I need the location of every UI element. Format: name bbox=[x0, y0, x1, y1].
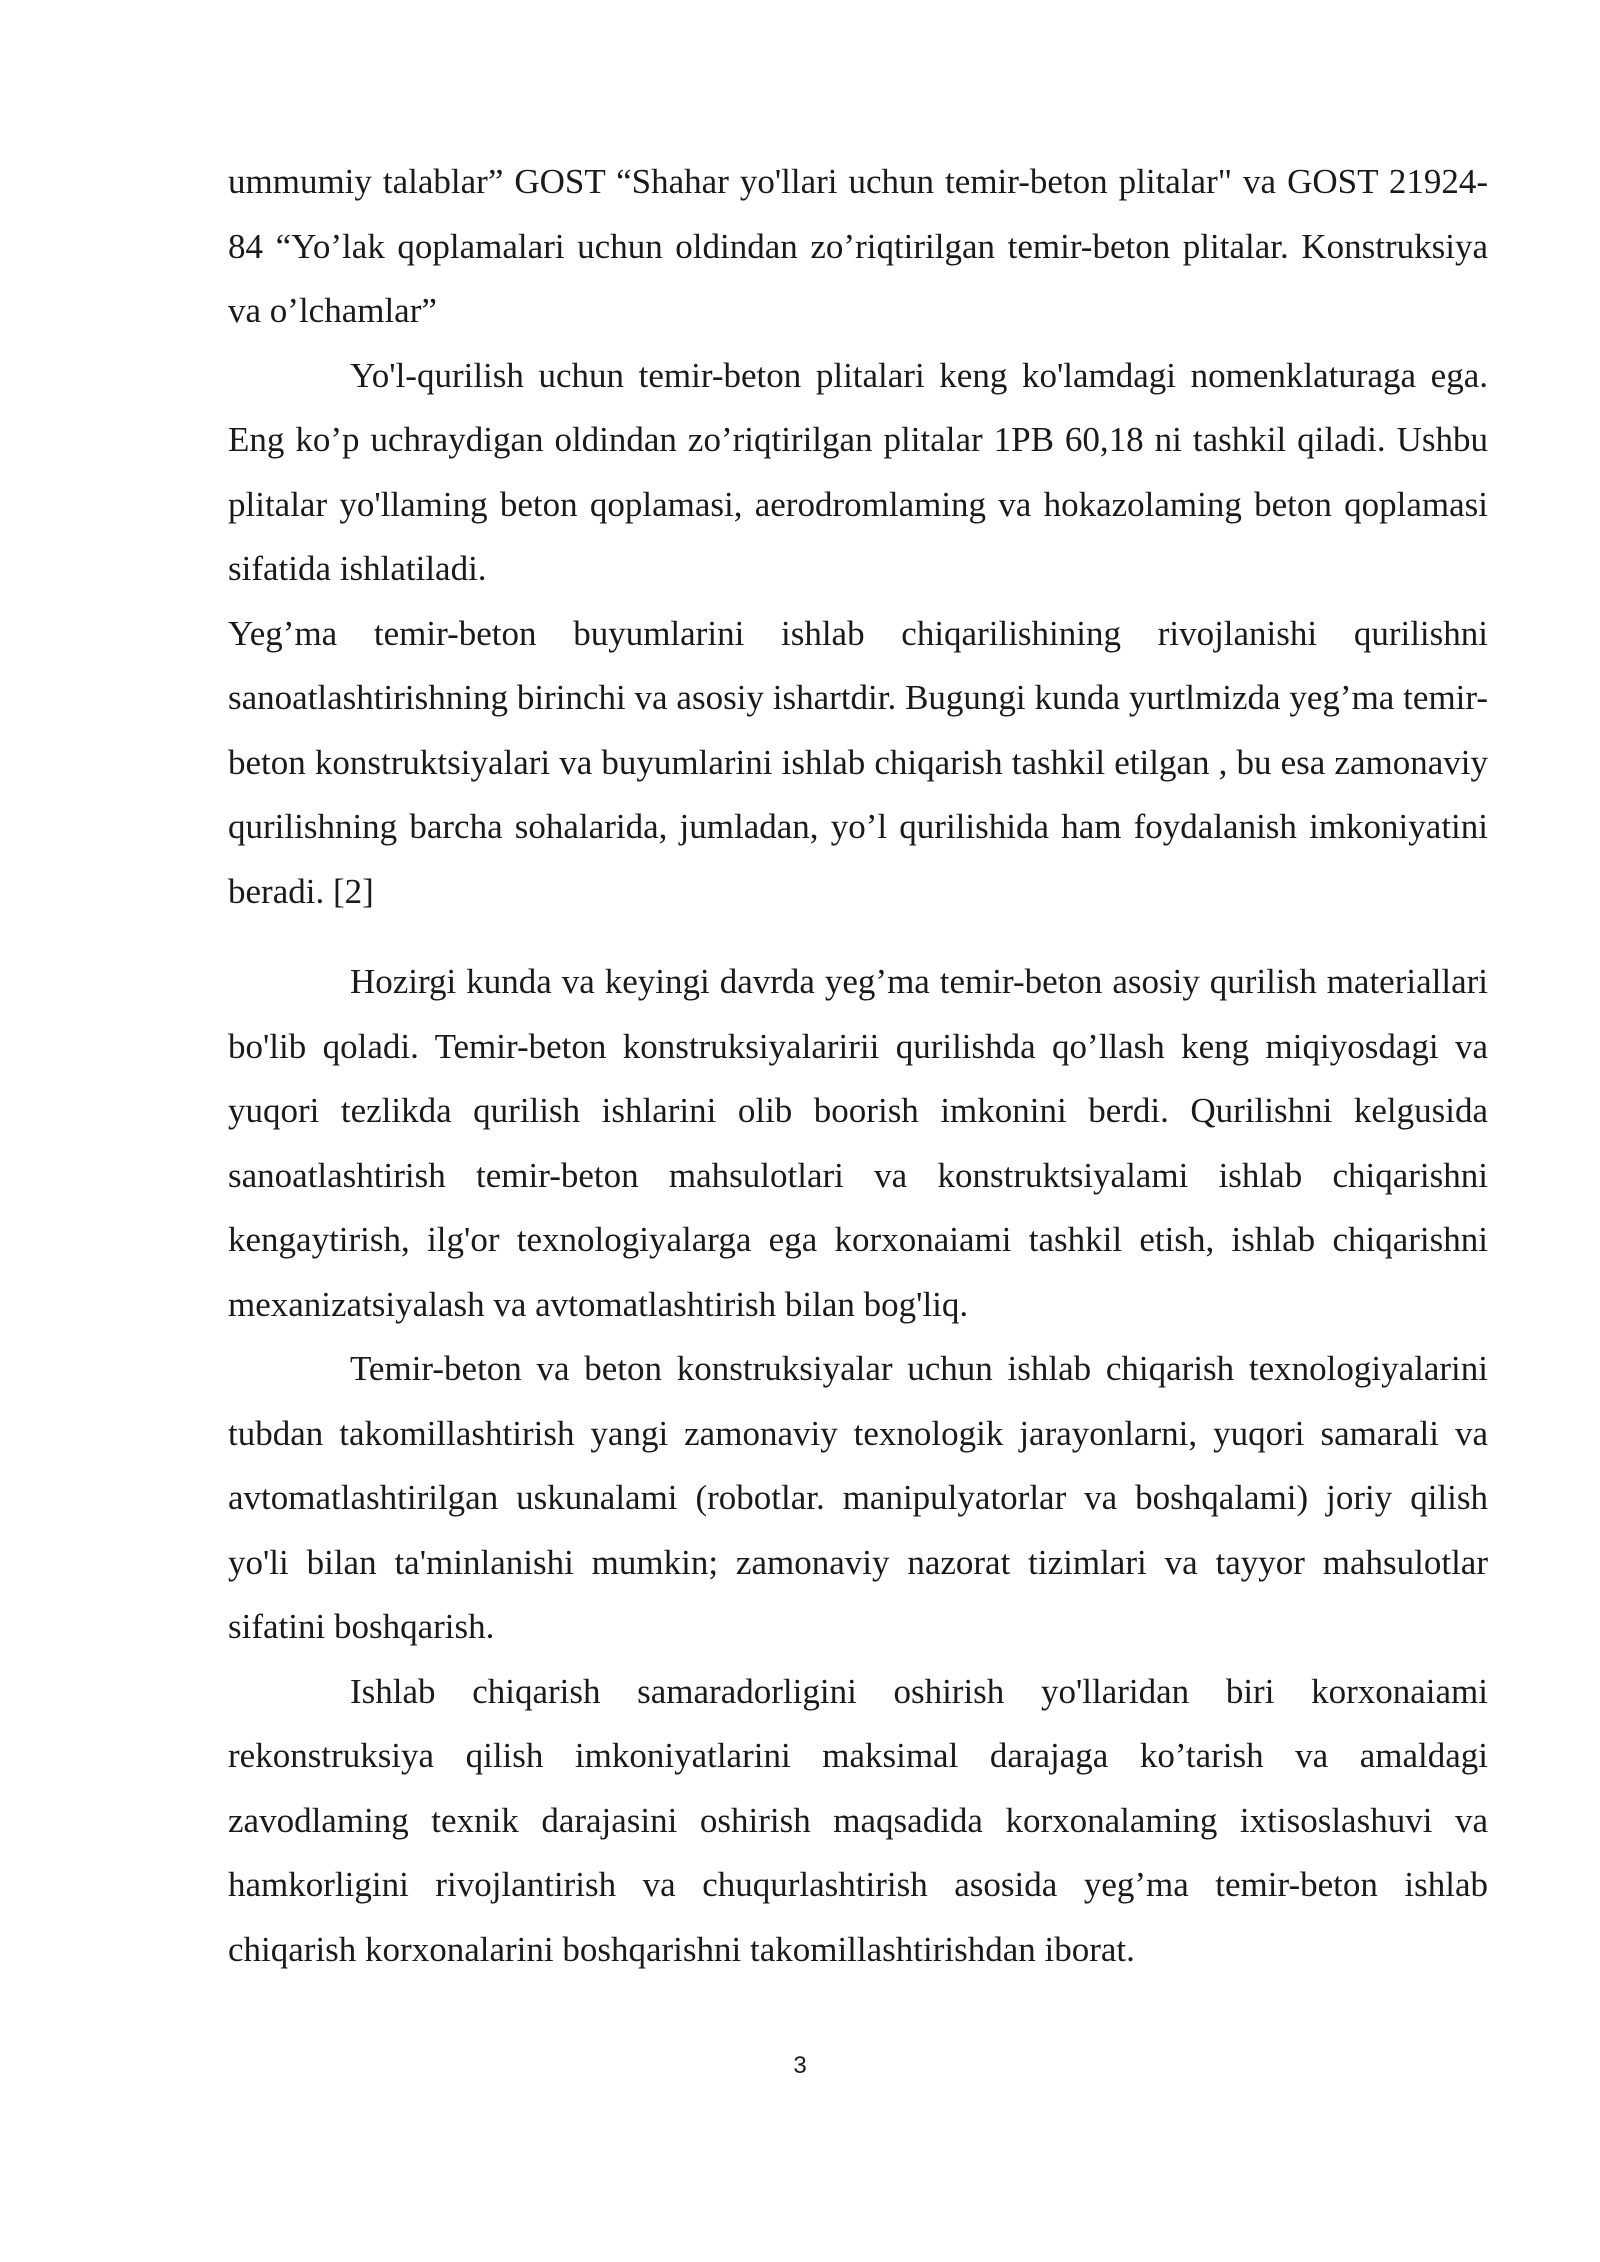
paragraph-efficiency: Ishlab chiqarish samaradorligini oshirish yo'llaridan biri korxonaiami rekonstruksiya qilish imkoniyatlarini maksimal darajaga ko’tarish va amaldagi zavodlaming texnik darajasini oshirish maqsadida korxonalaming ixtisoslashuvi va hamkorligini rivojlantirish va chuqurlashtirish asosida yeg’ma temir-beton ishlab chiqarish korxonalarini boshqarishni takomillashtirishdan iborat. bbox=[228, 1671, 1488, 1969]
page-number: 3 bbox=[793, 2052, 807, 2079]
paragraph-standards: ummumiy talablar” GOST “Shahar yo'llari uchun temir-beton plitalar" va GOST 21924-84 “Yo’lak qoplamalari uchun oldindan zo’riqtirilgan temir-beton plitalar. Konstruksiya va o’lchamlar” bbox=[228, 162, 1488, 330]
paragraph-prefab-development: Yeg’ma temir-beton buyumlarini ishlab chiqarilishining rivojlanishi qurilishni sanoatlashtirishning birinchi va asosiy ishartdir. Bugungi kunda yurtlmizda yeg’ma temir-beton konstruktsiyalari va buyumlarini ishlab chiqarish tashkil etilgan , bu esa zamonaviy qurilishning barcha sohalarida, jumladan, yo’l qurilishida ham foydalanish imkoniyatini beradi. [2] bbox=[228, 613, 1488, 911]
paragraph-road-plates: Yo'l-qurilish uchun temir-beton plitalari keng ko'lamdagi nomenklaturaga ega. Eng ko’p uchraydigan oldindan zo’riqtirilgan plitalar 1PB 60,18 ni tashkil qiladi. Ushbu plitalar yo'llaming beton qoplamasi, aerodromlaming va hokazolaming beton qoplamasi sifatida ishlatiladi. bbox=[228, 355, 1488, 588]
paragraph-technology: Temir-beton va beton konstruksiyalar uchun ishlab chiqarish texnologiyalarini tubdan takomillashtirish yangi zamonaviy texnologik jarayonlarni, yuqori samarali va avtomatlashtirilgan uskunalami (robotlar. manipulyatorlar va boshqalami) joriy qilish yo'li bilan ta'minlanishi mumkin; zamonaviy nazorat tizimlari va tayyor mahsulotlar sifatini boshqarish. bbox=[228, 1349, 1488, 1646]
paragraph-current-period: Hozirgi kunda va keyingi davrda yeg’ma temir-beton asosiy qurilish materiallari bo'lib qoladi. Temir-beton konstruksiyalaririi qurilishda qo’llash keng miqiyosdagi va yuqori tezlikda qurilish ishlarini olib boorish imkonini berdi. Qurilishni kelgusida sanoatlashtirish temir-beton mahsulotlari va konstruktsiyalami ishlab chiqarishni kengaytirish, ilg'or texnologiyalarga ega korxonaiami tashkil etish, ishlab chiqarishni mexanizatsiyalash va avtomatlashtirish bilan bog'liq. bbox=[228, 962, 1488, 1324]
document-body bbox=[228, 150, 1488, 1982]
